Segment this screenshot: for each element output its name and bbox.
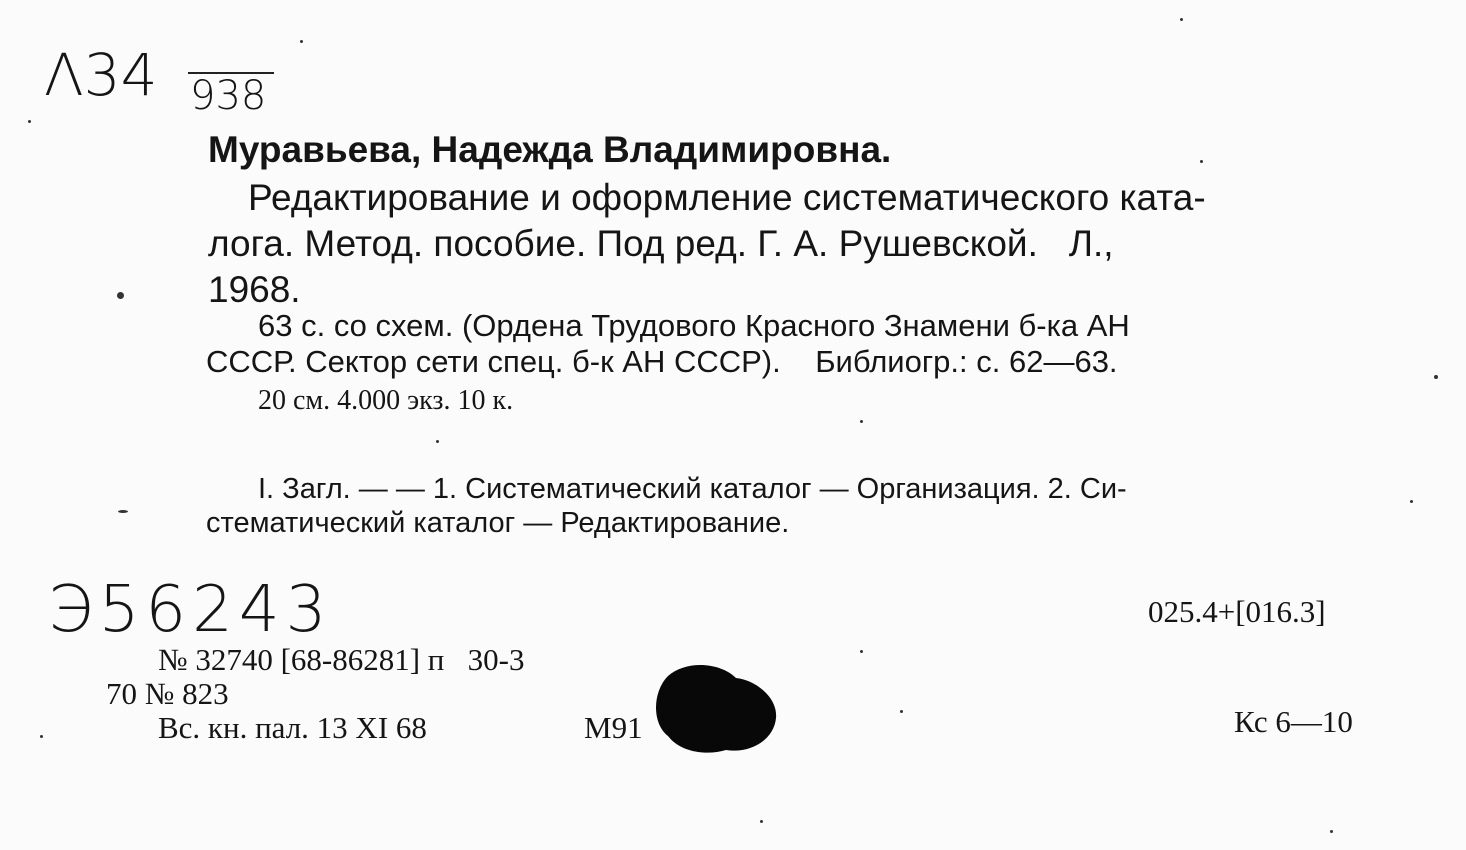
- tracings-line-2: стематический каталог — Редактирование.: [206, 507, 790, 539]
- ink-blot: [646, 658, 786, 758]
- code-kc: Кс 6—10: [1234, 704, 1353, 739]
- title-line-1: Редактирование и оформление систематического ката-: [248, 177, 1206, 218]
- entry-line-2: 70 № 823: [106, 676, 229, 711]
- shelfmark-number: 938: [188, 72, 274, 118]
- book-chamber-line: Вс. кн. пал. 13 XI 68: [158, 710, 427, 745]
- title-line-2: лога. Метод. пособие. Под ред. Г. А. Рушевской. Л.,: [208, 223, 1114, 264]
- collation-line-2: СССР. Сектор сети спец. б-к АН СССР). Библиогр.: с. 62—63.: [206, 344, 1118, 379]
- code-m: М91: [584, 710, 643, 745]
- tracings-line-1: I. Загл. — — 1. Систематический каталог — Организация. 2. Си-: [258, 473, 1127, 505]
- collation-line-1: 63 с. со схем. (Ордена Трудового Красного Знамени б-ка АН: [258, 308, 1130, 343]
- shelfmark-prefix: Λ34: [44, 41, 158, 109]
- entry-line: № 32740 [68-86281] п 30-3: [158, 642, 525, 677]
- collation-line-3: 20 см. 4.000 экз. 10 к.: [258, 385, 514, 416]
- title-line-3: 1968.: [208, 269, 301, 310]
- author-heading: Муравьева, Надежда Владимировна.: [208, 129, 892, 170]
- classification-index: 025.4+[016.3]: [1148, 594, 1326, 629]
- inventory-number: Э56243: [48, 573, 333, 647]
